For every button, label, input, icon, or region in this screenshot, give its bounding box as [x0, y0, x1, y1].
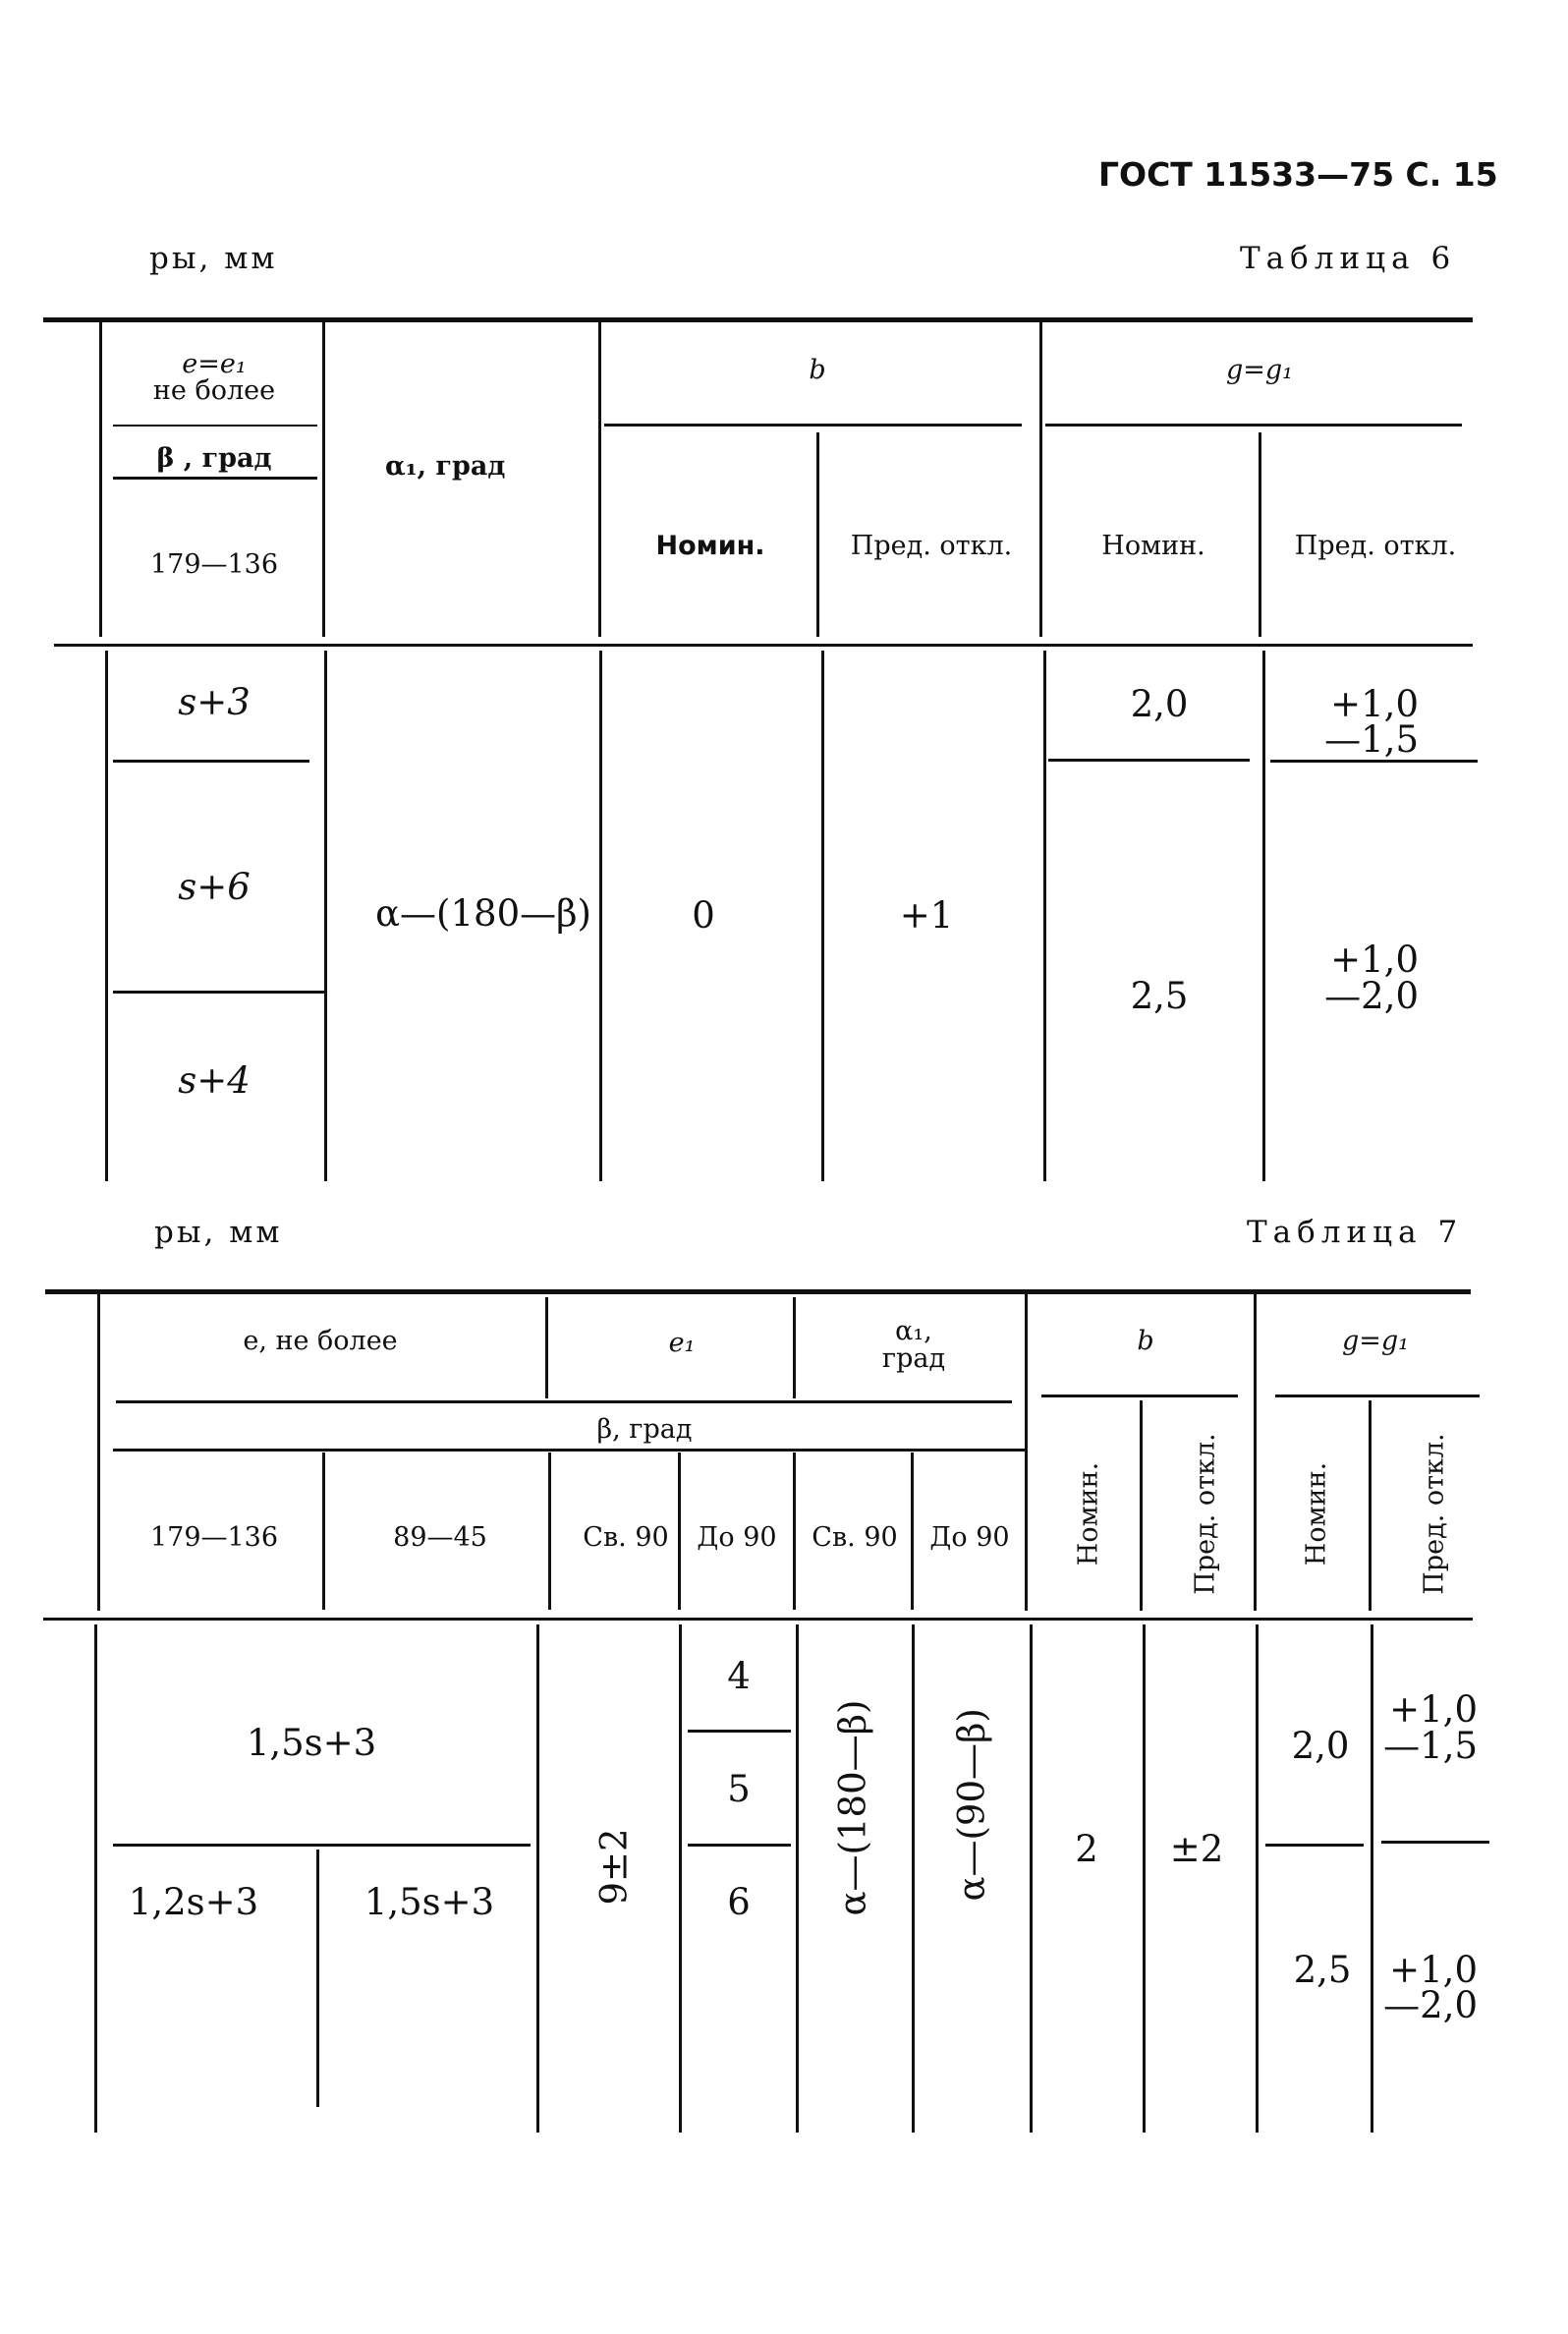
table7-h-g: [1275, 1395, 1480, 1397]
table7-e1-do1: 4: [727, 1655, 751, 1697]
table7-head-do90b: До 90: [929, 1522, 1010, 1553]
table6-b-dev: +1: [899, 894, 954, 937]
table7-hv-sv2: [911, 1452, 914, 1610]
table6-alpha: α—(180—β): [375, 892, 591, 935]
table7-e1-do3: 6: [727, 1881, 751, 1923]
table7-hv-a-b: [1025, 1294, 1028, 1611]
table6-h-e1: [113, 425, 317, 427]
table7-g-dev2b: —2,0: [1383, 1984, 1478, 2026]
table7-b-do1: [688, 1730, 791, 1733]
table6-hv6: [1259, 432, 1261, 637]
table7-head-beta: β, град: [596, 1414, 693, 1445]
table7-e1-do2: 5: [727, 1768, 751, 1810]
table6-h-e2: [113, 477, 317, 480]
table6-head-alpha1: α₁, град: [385, 451, 506, 482]
table7-caption-right: Таблица 7: [1247, 1215, 1464, 1250]
table6-head-b: b: [809, 355, 826, 385]
table7-head-r2: 89—45: [393, 1522, 487, 1553]
table6-g-dev1b: —1,5: [1324, 718, 1419, 761]
table7-head-g-dev: Пред. откл.: [1419, 1433, 1450, 1595]
table6-hv5: [1039, 322, 1042, 637]
table7-head-b: b: [1137, 1326, 1154, 1356]
table7-hv-left: [97, 1294, 100, 1611]
table7-g-nom2: 2,5: [1293, 1949, 1352, 1991]
table7-head-g: g=g₁: [1341, 1326, 1410, 1356]
table6-hv4: [816, 432, 819, 637]
table6-e-row1: s+3: [178, 681, 251, 723]
table6-hv3: [598, 322, 601, 637]
table7-bv-e: [536, 1624, 539, 2133]
table6-head-b-nom: Номин.: [655, 531, 765, 561]
table6-caption-left: ры, мм: [149, 241, 278, 276]
table6-b-e2: [113, 991, 324, 994]
table6-hv1: [99, 322, 102, 637]
table7-b-g2: [1381, 1841, 1489, 1844]
table7-head-sv90b: Св. 90: [812, 1522, 898, 1553]
table6-b-g1: [1048, 759, 1250, 762]
table7-e-right: 1,5s+3: [364, 1881, 495, 1923]
table7-b-g1: [1265, 1844, 1364, 1847]
table7-hv-b-g: [1254, 1294, 1257, 1611]
table6-head-e-top: e=e₁: [182, 349, 247, 379]
table6-h-b: [604, 424, 1022, 427]
table7-e-left: 1,2s+3: [128, 1881, 259, 1923]
table6-head-g-dev: Пред. откл.: [1294, 531, 1457, 561]
table7-e1-sv: 9±2: [592, 1828, 636, 1906]
table7-h-beta: [113, 1449, 1025, 1452]
table6-head-e-bottom: не более: [152, 375, 276, 406]
table6-head-beta-range: 179—136: [149, 549, 279, 580]
table7-bv-gdev: [1371, 1624, 1373, 2133]
table7-b-nom: 2: [1075, 1828, 1098, 1870]
table7-g-dev1b: —1,5: [1383, 1725, 1478, 1767]
table7-head-alpha1-b: град: [881, 1343, 946, 1374]
table7-g-nom1: 2,0: [1291, 1725, 1350, 1767]
table7-head-r1: 179—136: [149, 1522, 279, 1553]
table7-bv-g: [1256, 1624, 1259, 2133]
table7-alpha-do: α—(90—β): [950, 1708, 993, 1902]
table7-header-bottom: [43, 1618, 1473, 1621]
table7-e-top: 1,5s+3: [246, 1722, 377, 1764]
table7-bv-e1: [679, 1624, 682, 2133]
table7-hv-e1-a: [793, 1297, 796, 1398]
table7-h-b: [1041, 1395, 1238, 1397]
table7-b-do2: [688, 1844, 791, 1847]
table7-hv-e-e1: [545, 1297, 548, 1398]
table7-hv-bnom: [1140, 1400, 1143, 1611]
table7-caption-left: ры, мм: [154, 1215, 283, 1250]
table6-bv6: [1262, 651, 1265, 1181]
table7-head-e: e, не более: [243, 1326, 398, 1356]
table6-bv2: [324, 651, 327, 1181]
table6-bv4: [821, 651, 824, 1181]
table6-g-nom1: 2,0: [1130, 683, 1189, 725]
table7-bv-do: [796, 1624, 799, 2133]
table7-hv-89: [548, 1452, 551, 1610]
table6-e-row3: s+4: [178, 1059, 251, 1102]
table7-hv-179: [322, 1452, 325, 1610]
table7-hv-do1: [793, 1452, 796, 1610]
table7-bv-b: [1030, 1624, 1033, 2133]
table6-head-b-dev: Пред. откл.: [850, 531, 1013, 561]
page-header: ГОСТ 11533—75 С. 15: [1098, 155, 1498, 194]
table7-bv-sv2: [912, 1624, 915, 2133]
table7-bv-bdev: [1143, 1624, 1146, 2133]
table6-head-g: g=g₁: [1225, 355, 1294, 385]
table6-top-border: [43, 317, 1473, 322]
table6-head-g-nom: Номин.: [1101, 531, 1205, 561]
table7-g-dev1a: +1,0: [1389, 1688, 1478, 1731]
table6-head-beta: β , град: [156, 443, 272, 474]
table7-head-b-dev: Пред. откл.: [1190, 1433, 1221, 1595]
table6-g-dev2b: —2,0: [1324, 975, 1419, 1017]
table6-bv5: [1043, 651, 1046, 1181]
table6-h-g: [1045, 424, 1462, 427]
table7-bv-left: [94, 1624, 97, 2133]
table6-g-dev1a: +1,0: [1330, 683, 1419, 725]
table7-head-sv90a: Св. 90: [583, 1522, 669, 1553]
table6-caption-right: Таблица 6: [1240, 241, 1457, 276]
table6-header-bottom: [54, 644, 1473, 647]
table7-hv-sv1: [678, 1452, 681, 1610]
table6-hv2: [322, 322, 325, 637]
table7-head-e1: e₁: [668, 1328, 696, 1358]
table7-head-do90a: До 90: [697, 1522, 777, 1553]
table7-head-b-nom: Номин.: [1073, 1461, 1104, 1566]
table6-b-nom: 0: [692, 894, 715, 937]
table7-h-top-group: [116, 1400, 1012, 1403]
table6-b-e1: [113, 760, 309, 763]
table7-b-e-split: [113, 1844, 531, 1847]
table7-alpha-sv: α—(180—β): [831, 1699, 874, 1916]
table7-head-g-nom: Номин.: [1301, 1461, 1332, 1566]
table6-g-dev2a: +1,0: [1330, 939, 1419, 981]
table6-e-row2: s+6: [178, 866, 251, 908]
table7-head-alpha1-a: α₁,: [895, 1316, 932, 1346]
table6-bv1: [105, 651, 108, 1181]
table7-top-border: [45, 1289, 1471, 1294]
table6-bv3: [599, 651, 602, 1181]
table7-b-dev: ±2: [1169, 1828, 1224, 1870]
table7-bv-e-split: [316, 1850, 319, 2107]
table7-g-dev2a: +1,0: [1389, 1949, 1478, 1991]
table6-g-nom2: 2,5: [1130, 975, 1189, 1017]
table7-hv-gnom: [1369, 1400, 1372, 1611]
